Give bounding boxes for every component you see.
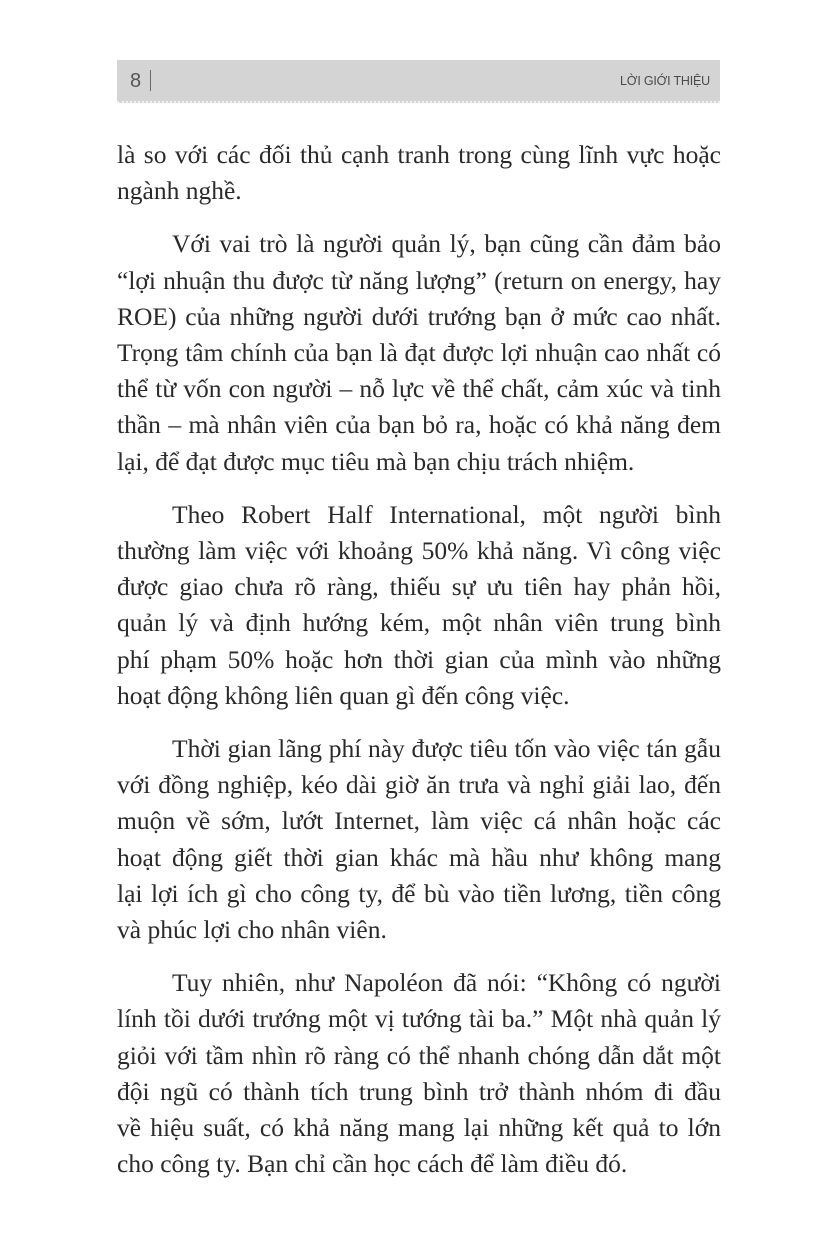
paragraph-3 (117, 497, 721, 714)
text-line: lại lợi ích gì cho công ty, để bù vào tiền lương, tiền công (117, 878, 721, 908)
text-line: thể từ vốn con người – nỗ lực về thể chất, cảm xúc và tinh (117, 374, 721, 404)
text-line: Trọng tâm chính của bạn là đạt được lợi nhuận cao nhất có (117, 338, 721, 368)
text-line: quản lý và định hướng kém, một nhân viên trung bình (117, 608, 721, 638)
text-line: muộn về sớm, lướt Internet, làm việc cá nhân hoặc các (117, 806, 721, 836)
chapter-title: LỜI GIỚI THIỆU (620, 74, 710, 88)
text-line: và phúc lợi cho nhân viên. (117, 915, 387, 945)
text-line: phí phạm 50% hoặc hơn thời gian của mình vào những (117, 644, 721, 674)
text-line: cho công ty. Bạn chỉ cần học cách để làm điều đó. (117, 1149, 628, 1179)
text-line: giỏi với tầm nhìn rõ ràng có thể nhanh chóng dẫn dắt một (117, 1040, 721, 1070)
paragraph-1 (117, 137, 721, 209)
body-text (117, 137, 721, 1199)
text-line: Tuy nhiên, như Napoléon đã nói: “Không có người (172, 968, 721, 998)
text-line: về hiệu suất, có khả năng mang lại những kết quả to lớn (117, 1113, 721, 1143)
text-line: đội ngũ có thành tích trung bình trở thành nhóm đi đầu (117, 1076, 721, 1106)
text-line: lại, để đạt được mục tiêu mà bạn chịu trách nhiệm. (117, 446, 635, 476)
paragraph-5 (117, 965, 721, 1182)
page-number: 8 (130, 70, 142, 92)
text-line: thần – mà nhân viên của bạn bỏ ra, hoặc có khả năng đem (117, 410, 721, 440)
text-line: Thời gian lãng phí này được tiêu tốn vào việc tán gẫu (172, 734, 721, 764)
text-line: hoạt động không liên quan gì đến công việc. (117, 680, 570, 710)
text-line: Theo Robert Half International, một người bình (172, 499, 721, 529)
text-line: “lợi nhuận thu được từ năng lượng” (return on energy, hay (117, 265, 721, 295)
running-header (117, 60, 720, 103)
text-line: hoạt động giết thời gian khác mà hầu như không mang (117, 842, 721, 872)
text-line: ngành nghề. (117, 176, 242, 206)
text-line: ROE) của những người dưới trướng bạn ở mức cao nhất. (117, 301, 721, 331)
text-line: thường làm việc với khoảng 50% khả năng. Vì công việc (117, 536, 721, 566)
header-divider (150, 70, 151, 91)
text-line: với đồng nghiệp, kéo dài giờ ăn trưa và nghỉ giải lao, đến (117, 770, 721, 800)
text-line: Với vai trò là người quản lý, bạn cũng cần đảm bảo (172, 229, 721, 259)
text-line: lính tồi dưới trướng một vị tướng tài ba.” Một nhà quản lý (117, 1004, 721, 1034)
paragraph-4 (117, 731, 721, 948)
paragraph-2 (117, 226, 721, 479)
text-line: là so với các đối thủ cạnh tranh trong cùng lĩnh vực hoặc (117, 140, 721, 169)
text-line: được giao chưa rõ ràng, thiếu sự ưu tiên hay phản hồi, (117, 572, 721, 602)
